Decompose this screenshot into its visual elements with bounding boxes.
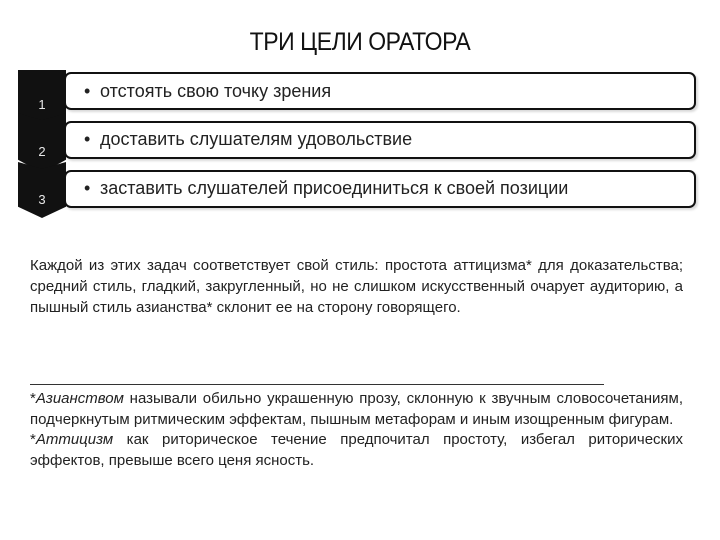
footnote-divider (30, 384, 604, 385)
footnote-asianism: *Азианством называли обильно украшенную прозу, склонную к звучным словосочетаниям, подчеркнутым ритмическим эффектам, пышным метафорам и иным изощренным фигурам. (30, 390, 683, 428)
footnote-term: Аттицизм (35, 431, 114, 448)
footnotes (30, 389, 683, 471)
goal-number: 1 (38, 97, 46, 112)
bullet-icon: • (84, 81, 91, 101)
chevron-step-3 (18, 162, 66, 218)
goal-number: 2 (38, 144, 46, 159)
main-paragraph: Каждой из этих задач соответствует свой стиль: простота аттицизма* для доказательства; средний стиль, гладкий, закругленный, но не слишком искусственный очарует аудиторию, а пышный стиль азианства* склонит ее на сторону говорящего. (30, 257, 683, 316)
footnote-atticism: *Аттицизм как риторическое течение предпочитал простоту, избегал риторических эффектов, превыше всего ценя ясность. (30, 431, 683, 469)
chevron-step-2 (18, 113, 66, 173)
slide-title: ТРИ ЦЕЛИ ОРАТОРА (249, 28, 471, 56)
goal-box (64, 72, 696, 110)
goal-text: заставить слушателей присоединиться к своей позиции (100, 178, 569, 198)
footnote-term: Азианством (35, 390, 124, 407)
goal-item-2 (18, 121, 696, 163)
goal-item-1 (18, 72, 696, 114)
bullet-icon: • (84, 129, 91, 149)
goal-item-3 (18, 170, 696, 212)
goal-text: доставить слушателям удовольствие (100, 129, 413, 149)
bullet-icon: • (84, 178, 91, 198)
goal-box (64, 170, 696, 208)
goal-box (64, 121, 696, 159)
goal-number: 3 (38, 192, 46, 207)
goal-text: отстоять свою точку зрения (100, 81, 332, 101)
